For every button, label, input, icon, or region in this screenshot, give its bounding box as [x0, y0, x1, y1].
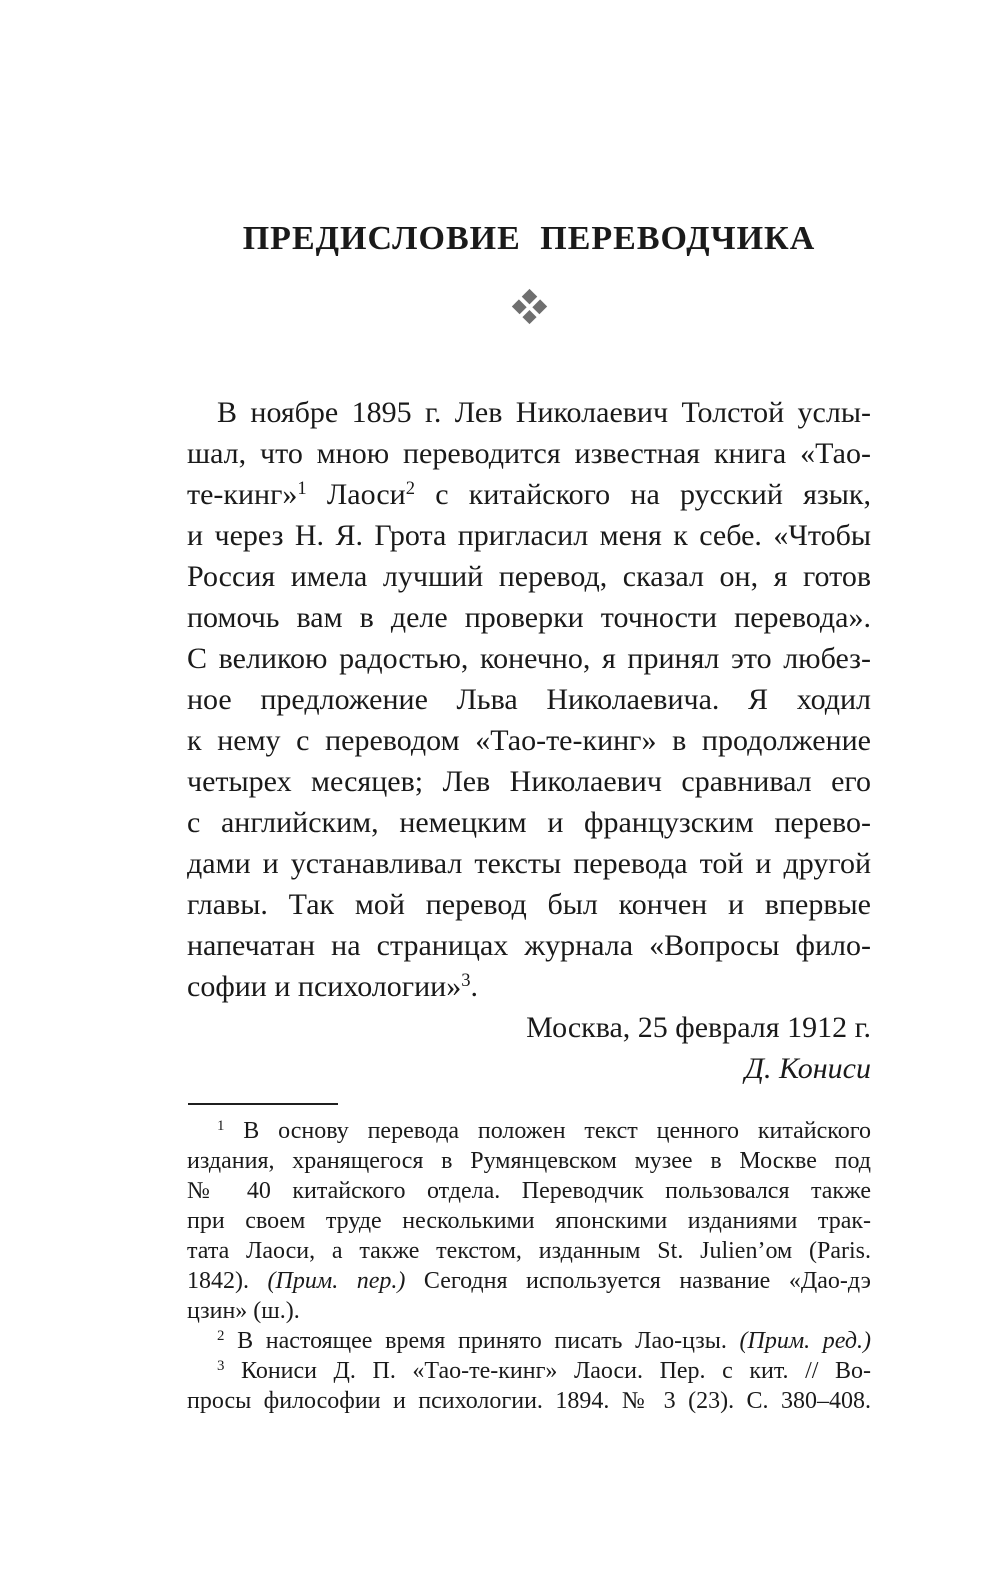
text-segment: дами и устанавливал тексты перевода той и другой: [187, 847, 871, 880]
text-segment: помочь вам в деле проверки точности перевода».: [187, 601, 871, 634]
body-line: [187, 966, 871, 1007]
section-ornament: [187, 287, 871, 325]
footnote-line: [187, 1356, 871, 1386]
text-segment: Москва, 25 февраля 1912 г.: [526, 1011, 871, 1044]
body-line: [187, 597, 871, 638]
footnote-marker: 1: [217, 1117, 225, 1134]
body-line: [187, 761, 871, 802]
body-line: [187, 1048, 871, 1089]
body-line: [187, 433, 871, 474]
footnote-line: [187, 1326, 871, 1356]
body-line: [187, 802, 871, 843]
body-line: [187, 392, 871, 433]
footnote-line: [187, 1236, 871, 1266]
ornament-diamond: [522, 309, 537, 324]
four-diamonds-icon: [511, 288, 546, 323]
ornament-diamond: [532, 299, 547, 314]
text-segment: при своем труде несколькими японскими изданиями трак-: [187, 1208, 871, 1234]
text-segment: к нему с переводом «Тао-те-кинг» в продолжение: [187, 724, 871, 757]
footnotes: [187, 1116, 871, 1416]
footnote-marker: 2: [217, 1327, 225, 1344]
text-segment: четырех месяцев; Лев Николаевич сравнивал его: [187, 765, 871, 798]
text-segment: (Прим. пер.): [267, 1268, 406, 1294]
text-segment: шал, что мною переводится известная книга «Тао-: [187, 437, 871, 470]
text-segment: с китайского на русский язык,: [415, 478, 872, 511]
text-segment: с английским, немецким и французским перево-: [187, 806, 871, 839]
preface-body: [187, 392, 871, 1089]
body-line: [187, 1007, 871, 1048]
body-line: [187, 638, 871, 679]
text-segment: Сегодня используется название «Дао-дэ: [405, 1268, 871, 1294]
footnote-line: [187, 1266, 871, 1296]
body-line: [187, 515, 871, 556]
ornament-diamond: [511, 299, 526, 314]
text-segment: те-кинг»: [187, 478, 298, 511]
body-line: [187, 474, 871, 515]
footnote-line: [187, 1206, 871, 1236]
text-segment: 1842).: [187, 1268, 268, 1294]
ornament-diamond: [522, 288, 537, 303]
page-title: ПРЕДИСЛОВИЕ ПЕРЕВОДЧИКА: [242, 219, 816, 257]
text-segment: Д. Кониси: [744, 1052, 871, 1085]
text-segment: главы. Так мой перевод был кончен и впервые: [187, 888, 871, 921]
text-segment: № 40 китайского отдела. Переводчик пользовался также: [187, 1178, 871, 1204]
text-segment: Лаоси: [306, 478, 406, 511]
text-segment: напечатан на страницах журнала «Вопросы фило-: [187, 929, 871, 962]
text-segment: и через Н. Я. Грота пригласил меня к себе. «Чтобы: [187, 519, 871, 552]
text-segment: Россия имела лучший перевод, сказал он, я готов: [187, 560, 871, 593]
text-segment: В основу перевода положен текст ценного китайского: [224, 1118, 871, 1144]
body-line: [187, 884, 871, 925]
text-segment: .: [470, 970, 478, 1003]
body-line: [187, 720, 871, 761]
body-line: [187, 925, 871, 966]
text-segment: тата Лаоси, а также текстом, изданным St. Julien’ом (Paris.: [187, 1238, 871, 1264]
footnote-line: [187, 1176, 871, 1206]
text-segment: В ноябре 1895 г. Лев Николаевич Толстой услы-: [217, 396, 871, 429]
body-line: [187, 679, 871, 720]
footnote-line: [187, 1116, 871, 1146]
text-segment: издания, хранящегося в Румянцевском музее в Москве под: [187, 1148, 871, 1174]
text-segment: софии и психологии»: [187, 970, 462, 1003]
footnote-separator: [188, 1103, 338, 1105]
body-line: [187, 556, 871, 597]
footnote-marker: 3: [461, 969, 471, 991]
footnote-marker: 3: [217, 1357, 225, 1374]
footnote-line: [187, 1386, 871, 1416]
footnote-marker: 2: [405, 477, 416, 499]
text-segment: (Прим. ред.): [739, 1328, 871, 1354]
body-line: [187, 843, 871, 884]
text-segment: просы философии и психологии. 1894. № 3 (23). С. 380–408.: [187, 1388, 871, 1414]
text-segment: цзин» (ш.).: [187, 1298, 300, 1324]
text-segment: Кониси Д. П. «Тао-те-кинг» Лаоси. Пер. с кит. // Во-: [224, 1358, 871, 1384]
text-segment: В настоящее время принято писать Лао-цзы.: [224, 1328, 740, 1354]
text-segment: С великою радостью, конечно, я принял это любез-: [187, 642, 871, 675]
footnote-line: [187, 1296, 871, 1326]
footnote-line: [187, 1146, 871, 1176]
footnote-marker: 1: [297, 477, 307, 499]
text-segment: ное предложение Льва Николаевича. Я ходил: [187, 683, 871, 716]
